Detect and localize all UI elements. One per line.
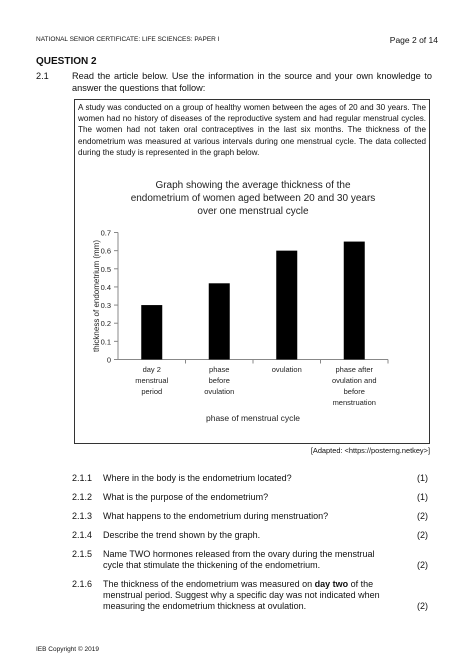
y-tick-label: 0.3 [100,301,111,311]
chart-title: endometrium of women aged between 20 and 30 years [130,193,376,204]
x-tick-label: phase after [335,365,374,374]
question-marks: (2) [417,530,428,540]
question-marks: (2) [417,511,428,521]
x-tick-label: ovulation [204,387,235,396]
intro-text: Read the article below. Use the information in the source and your own knowledge to answer the questions that follow: [72,71,432,93]
question-text-bold: day two [314,579,349,589]
y-tick-label: 0.6 [100,246,111,256]
x-axis-label: phase of menstrual cycle [205,413,301,423]
question-text: Where in the body is the endometrium located? [103,473,292,483]
question-text: Name TWO hormones released from the ovary during the menstrual cycle that stimulate the thickening of the endometrium. [103,549,375,570]
question-number: 2.1.1 [72,473,93,483]
header-title: NATIONAL SENIOR CERTIFICATE: LIFE SCIENCES: PAPER I [36,36,220,43]
question-number: 2.1.4 [72,530,93,540]
y-axis-label: thickness of endometrium (mm) [92,239,101,353]
question-title: QUESTION 2 [36,56,97,67]
article-text: A study was conducted on a group of healthy women between the ages of 20 and 30 years. The women had no history of diseases of the reproductive system and had regular menstrual cycles. The women had not taken oral contraceptives in the last six months. The thickness of the endometrium was measured at various intervals during one menstrual cycle. The data collected during the study is represented in the graph below. [78,103,426,157]
footer-copyright: IEB Copyright © 2019 [36,646,99,653]
question-text [103,579,395,612]
page-header [36,36,438,43]
question-number: 2.1.6 [72,579,93,589]
page-number: Page 2 of 14 [389,35,438,45]
x-tick-label: period [141,387,163,396]
source-citation: [Adapted: <https://posterng.netkey>] [310,446,430,455]
question-number: 2.1.2 [72,492,93,502]
chart-title: Graph showing the average thickness of the [155,180,351,191]
x-tick-label: before [343,387,365,396]
chart-title: over one menstrual cycle [197,206,309,217]
x-tick-label: before [208,376,230,385]
question-text-part: The thickness of the endometrium was measured on [103,579,315,589]
question-text: What happens to the endometrium during menstruation? [103,511,329,521]
question-number: 2.1.3 [72,511,93,521]
y-tick-label: 0.2 [100,319,111,329]
x-tick-label: ovulation [271,365,302,374]
question-text: Describe the trend shown by the graph. [103,530,261,540]
question-marks: (2) [417,601,428,611]
x-tick-label: day 2 [142,365,161,374]
y-tick-label: 0.5 [100,264,111,274]
y-tick-label: 0 [106,355,111,365]
question-text: What is the purpose of the endometrium? [103,492,269,502]
question-marks: (1) [417,473,428,483]
question-text-part: of the menstrual period. Suggest why a specific day was not indicated when measuring the endometrium thickness at ovulation. [103,579,380,611]
y-tick-label: 0.1 [100,337,111,347]
question-marks: (1) [417,492,428,502]
y-tick-label: 0.7 [100,228,111,238]
question-number: 2.1.5 [72,549,93,559]
x-tick-label: menstruation [332,398,376,407]
question-marks: (2) [417,560,428,570]
y-tick-label: 0.4 [100,282,111,292]
x-tick-label: phase [209,365,230,374]
x-tick-label: menstrual [135,376,169,385]
x-tick-label: ovulation and [331,376,377,385]
intro-number: 2.1 [36,71,49,81]
